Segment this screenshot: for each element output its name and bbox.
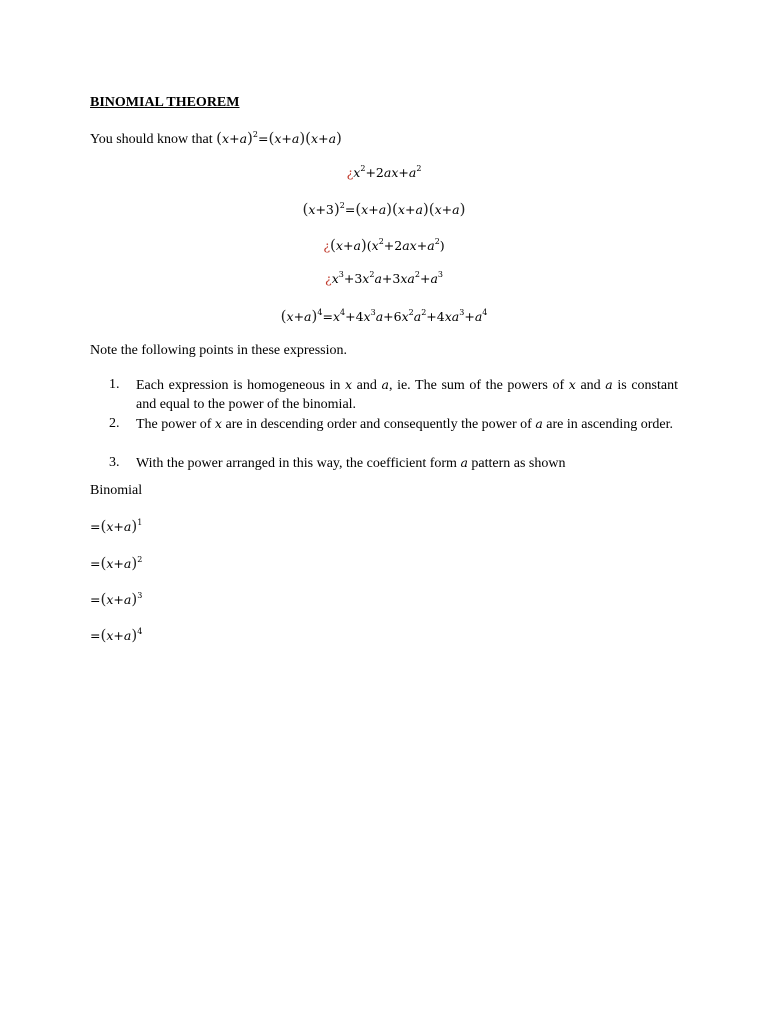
list-item: 1. Each expression is homogeneous in x and a, ie. The sum of the powers of x and a is constant and equal to the power of the binomial. [109, 377, 678, 412]
equation-square-expanded: ¿$x^2+2ax+a^2$ [346, 164, 422, 180]
binomial-row: $=(x+a)^3$ [90, 590, 143, 608]
intro-text: You should know that [90, 132, 213, 147]
list-item: 2. The power of x are in descending order and consequently the power of a are in ascending order. [109, 416, 674, 432]
note-paragraph: Note the following points in these expression. [90, 343, 348, 358]
equation-fourth-power: $(x+a)^4=x^4+4x^3a+6x^2a^2+4xa^3+a^4$ [280, 307, 488, 325]
document-title: BINOMIAL THEOREM [90, 95, 240, 110]
intro-line [90, 129, 342, 148]
equation-square: $(x+a)^2=(x+a)(x+a)$ [216, 129, 342, 147]
binomial-row: $=(x+a)^1$ [90, 517, 143, 535]
binomial-row: $=(x+a)^4$ [90, 626, 143, 644]
equation-cube: $(x+3)^2=(x+a)(x+a)(x+a)$ [302, 200, 466, 218]
list-item: 3. With the power arranged in this way, the coefficient form a pattern as shown [109, 455, 566, 471]
equation-cube-step: ¿$(x+a)(x^2+2ax+a^2)$ [323, 236, 445, 254]
binomial-row: $=(x+a)^2$ [90, 554, 143, 572]
equation-cube-expanded: ¿$x^3+3x^2a+3xa^2+a^3$ [325, 270, 443, 286]
binomial-label: Binomial [90, 483, 143, 498]
